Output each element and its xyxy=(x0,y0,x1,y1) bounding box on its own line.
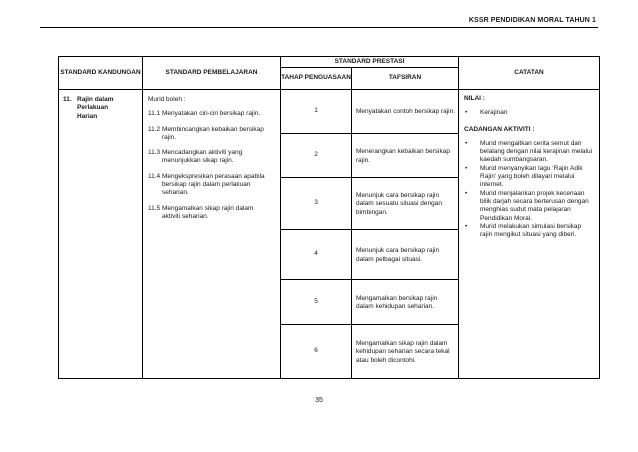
list-item xyxy=(464,165,595,190)
item-text: Membincangkan kebaikan bersikap rajin. xyxy=(162,125,264,141)
header-standard-kandungan: STANDARD KANDUNGAN xyxy=(59,57,143,90)
list-item xyxy=(148,173,274,198)
nilai-item: Kerajinan xyxy=(480,109,508,117)
list-item xyxy=(148,205,274,222)
bullet-icon: • xyxy=(465,189,468,197)
aktiviti-list xyxy=(464,140,595,240)
header-standard-prestasi: STANDARD PRESTASI xyxy=(281,57,459,68)
list-item xyxy=(464,190,595,223)
pembelajaran-intro: Murid boleh : xyxy=(148,96,186,103)
bullet-icon: • xyxy=(465,139,468,147)
document-header-title: KSSR PENDIDIKAN MORAL TAHUN 1 xyxy=(468,17,596,24)
item-text: Mencadangkan aktiviti yang menunjukkan sikap rajin. xyxy=(162,149,243,165)
page-number: 35 xyxy=(315,397,323,404)
bullet-icon: • xyxy=(465,222,468,230)
standard-kandungan-cell xyxy=(59,90,143,379)
item-number: 11.1 xyxy=(148,110,161,118)
tafsiran-cell: Menunjuk cara bersikap rajin dalam sesuatu situasi dengan bimbingan. xyxy=(352,178,459,230)
header-tahap-penguasaan: TAHAP PENGUASAAN xyxy=(281,68,352,90)
header-rule xyxy=(40,27,598,28)
header-tafsiran: TAFSIRAN xyxy=(352,68,459,90)
list-item xyxy=(148,126,274,143)
list-item xyxy=(148,149,274,166)
tafsiran-cell: Menunjuk cara bersikap rajin dalam pelbagai situasi. xyxy=(352,230,459,280)
list-item xyxy=(464,109,595,117)
nilai-label: NILAI : xyxy=(464,95,485,102)
list-item xyxy=(464,223,595,240)
tahap-cell: 1 xyxy=(281,90,352,134)
tafsiran-cell: Menerangkan kebaikan bersikap rajin. xyxy=(352,134,459,178)
curriculum-table xyxy=(58,56,600,379)
bullet-icon: • xyxy=(465,109,468,117)
tahap-cell: 2 xyxy=(281,134,352,178)
nilai-list xyxy=(464,109,595,117)
tahap-cell: 5 xyxy=(281,280,352,325)
bullet-icon: • xyxy=(465,164,468,172)
aktiviti-item: Murid mengaitkan cerita semut dan belalang dengan nilai kerajinan melalui kaedah sumbangsaran. xyxy=(480,139,593,164)
item-text: Mengamalkan sikap rajin dalam aktiviti seharian. xyxy=(162,204,254,220)
list-item xyxy=(148,110,274,118)
tahap-cell: 6 xyxy=(281,325,352,379)
tafsiran-cell: Mengamalkan bersikap rajin dalam kehidupan seharian. xyxy=(352,280,459,325)
tafsiran-cell: Mengamalkan sikap rajin dalam kehidupan seharian secara tekal atau boleh dicontohi. xyxy=(352,325,459,379)
catatan-cell xyxy=(459,90,600,379)
standard-kandungan-number: 11. xyxy=(63,96,72,103)
tahap-cell: 4 xyxy=(281,230,352,280)
aktiviti-item: Murid melakukan simulasi bersikap rajin mengikut situasi yang diberi. xyxy=(480,222,582,239)
list-item xyxy=(464,140,595,165)
aktiviti-item: Murid menjalankan projek keceriaan bilik darjah secara berterusan dengan menghias sudut mata pelajaran Pendidikan Moral. xyxy=(480,189,589,222)
item-number: 11.4 xyxy=(148,172,161,180)
cadangan-aktiviti-label: CADANGAN AKTIVITI : xyxy=(464,125,535,133)
tahap-cell: 3 xyxy=(281,178,352,230)
tafsiran-cell: Menyatakan contoh bersikap rajin. xyxy=(352,90,459,134)
standard-pembelajaran-cell xyxy=(143,90,281,379)
standard-kandungan-text: Rajin dalam Perlakuan Harian xyxy=(77,96,114,120)
header-catatan: CATATAN xyxy=(459,57,600,90)
item-text: Menyatakan ciri-ciri bersikap rajin. xyxy=(162,110,261,118)
item-number: 11.3 xyxy=(148,149,161,157)
aktiviti-item: Murid menyanyikan lagu ‘Rajin Adik Rajin’ yang boleh dilayari melalui internet. xyxy=(480,164,583,189)
item-number: 11.2 xyxy=(148,125,161,133)
header-standard-pembelajaran: STANDARD PEMBELAJARAN xyxy=(143,57,281,90)
item-number: 11.5 xyxy=(148,204,161,212)
item-text: Mengekspresikan perasaan apabila bersikap rajin dalam perlakuan seharian. xyxy=(162,172,265,197)
